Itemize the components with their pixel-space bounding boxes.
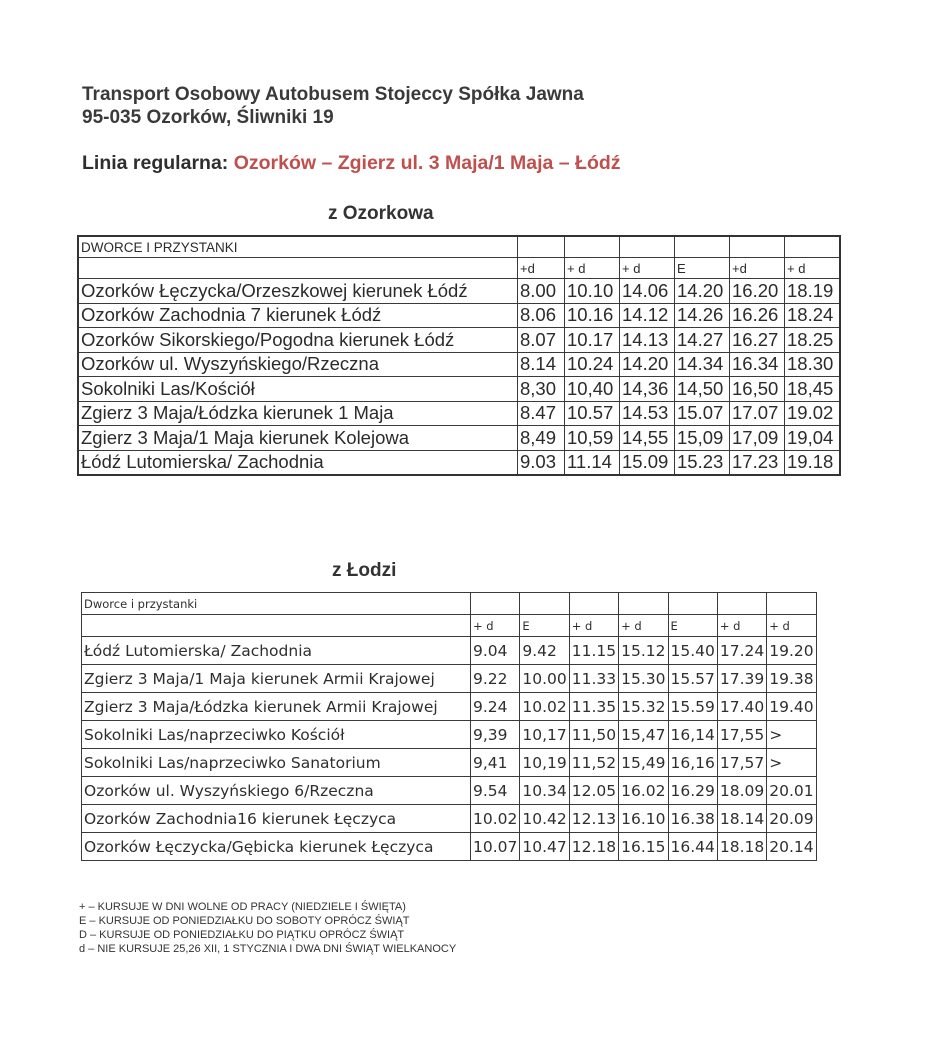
time-cell: 16.44 xyxy=(668,833,717,861)
section-title-from-lodz: z Łodzi xyxy=(332,560,397,581)
time-cell: 14.34 xyxy=(675,352,730,377)
time-cell: 10.47 xyxy=(520,833,569,861)
time-cell: 14.20 xyxy=(620,352,675,377)
time-cell: 9,39 xyxy=(471,721,520,749)
stop-name: Ozorków Sikorskiego/Pogodna kierunek Łódź xyxy=(78,328,518,353)
time-cell: 15.40 xyxy=(668,637,717,665)
flag-cell: +d xyxy=(730,258,785,279)
flag-cell: + d xyxy=(767,615,816,637)
time-cell: 17.23 xyxy=(730,450,785,475)
footnote-e: E – KURSUJE OD PONIEDZIAŁKU DO SOBOTY OPRÓCZ ŚWIĄT xyxy=(79,915,410,927)
table-row xyxy=(78,352,840,377)
time-cell: 14,50 xyxy=(675,377,730,402)
time-cell: 20.01 xyxy=(767,777,816,805)
time-cell: 15,09 xyxy=(675,426,730,451)
time-cell: 14,36 xyxy=(620,377,675,402)
time-cell: 16.20 xyxy=(730,279,785,304)
time-cell: 10.02 xyxy=(471,805,520,833)
time-cell: 20.09 xyxy=(767,805,816,833)
table-row xyxy=(78,401,840,426)
table-row xyxy=(82,721,817,749)
flag-cell: + d xyxy=(569,615,618,637)
stop-name: Ozorków Zachodnia16 kierunek Łęczyca xyxy=(82,805,471,833)
stop-name: Łódź Lutomierska/ Zachodnia xyxy=(78,450,518,475)
time-cell: 18.19 xyxy=(785,279,841,304)
time-cell: 16.10 xyxy=(619,805,668,833)
time-cell: 10.07 xyxy=(471,833,520,861)
company-header xyxy=(82,83,584,129)
flag-cell: E xyxy=(668,615,717,637)
time-cell: 17,09 xyxy=(730,426,785,451)
time-cell: 14.12 xyxy=(620,303,675,328)
time-cell: 14.20 xyxy=(675,279,730,304)
time-cell: 16,50 xyxy=(730,377,785,402)
line-title xyxy=(82,152,621,175)
time-cell: 10.34 xyxy=(520,777,569,805)
time-cell: > xyxy=(767,721,816,749)
time-cell: 19.18 xyxy=(785,450,841,475)
flags-row xyxy=(82,615,817,637)
stop-name: Ozorków Zachodnia 7 kierunek Łódź xyxy=(78,303,518,328)
stop-name: Ozorków Łęczycka/Gębicka kierunek Łęczyca xyxy=(82,833,471,861)
time-cell: 10.24 xyxy=(565,352,620,377)
time-cell: 10.00 xyxy=(520,665,569,693)
flag-cell: + d xyxy=(565,258,620,279)
time-cell: 14.27 xyxy=(675,328,730,353)
section-title-from-ozorkow: z Ozorkowa xyxy=(328,203,434,224)
time-cell: 15.09 xyxy=(620,450,675,475)
line-label: Linia regularna: xyxy=(82,152,234,174)
time-cell: 12.05 xyxy=(569,777,618,805)
time-cell: 9.22 xyxy=(471,665,520,693)
time-cell: 10.10 xyxy=(565,279,620,304)
table-row xyxy=(82,665,817,693)
time-cell: 10,17 xyxy=(520,721,569,749)
flags-row xyxy=(78,258,840,279)
timetable-from-ozorkow xyxy=(77,235,841,476)
time-cell: 19,04 xyxy=(785,426,841,451)
time-cell: > xyxy=(767,749,816,777)
time-cell: 15,47 xyxy=(619,721,668,749)
time-cell: 15.32 xyxy=(619,693,668,721)
time-cell: 15.12 xyxy=(619,637,668,665)
time-cell: 15.23 xyxy=(675,450,730,475)
footnotes-legend xyxy=(79,900,456,956)
time-cell: 17.39 xyxy=(717,665,766,693)
stop-name: Sokolniki Las/naprzeciwko Kościół xyxy=(82,721,471,749)
flag-cell: + d xyxy=(471,615,520,637)
time-cell: 15.59 xyxy=(668,693,717,721)
table-row xyxy=(78,328,840,353)
time-cell: 16,14 xyxy=(668,721,717,749)
time-cell: 17,55 xyxy=(717,721,766,749)
time-cell: 14.06 xyxy=(620,279,675,304)
time-cell: 9,41 xyxy=(471,749,520,777)
time-cell: 18.09 xyxy=(717,777,766,805)
flag-cell: E xyxy=(520,615,569,637)
table-row xyxy=(82,833,817,861)
time-cell: 20.14 xyxy=(767,833,816,861)
stop-name: Ozorków ul. Wyszyńskiego/Rzeczna xyxy=(78,352,518,377)
time-cell: 9.42 xyxy=(520,637,569,665)
time-cell: 11.33 xyxy=(569,665,618,693)
time-cell: 16,16 xyxy=(668,749,717,777)
time-cell: 10,19 xyxy=(520,749,569,777)
time-cell: 8,30 xyxy=(518,377,565,402)
time-cell: 11,50 xyxy=(569,721,618,749)
time-cell: 17,57 xyxy=(717,749,766,777)
time-cell: 15.30 xyxy=(619,665,668,693)
time-cell: 17.24 xyxy=(717,637,766,665)
flag-cell: + d xyxy=(619,615,668,637)
time-cell: 17.40 xyxy=(717,693,766,721)
header-label: DWORCE I PRZYSTANKI xyxy=(78,236,518,258)
time-cell: 18,45 xyxy=(785,377,841,402)
table-header-row xyxy=(78,236,840,258)
stop-name: Ozorków Łęczycka/Orzeszkowej kierunek Łódź xyxy=(78,279,518,304)
time-cell: 15,49 xyxy=(619,749,668,777)
time-cell: 10,59 xyxy=(565,426,620,451)
header-label: Dworce i przystanki xyxy=(82,593,471,615)
stop-name: Ozorków ul. Wyszyńskiego 6/Rzeczna xyxy=(82,777,471,805)
company-name: Transport Osobowy Autobusem Stojeccy Spółka Jawna xyxy=(82,84,584,105)
time-cell: 16.02 xyxy=(619,777,668,805)
time-cell: 8.14 xyxy=(518,352,565,377)
stop-name: Zgierz 3 Maja/1 Maja kierunek Kolejowa xyxy=(78,426,518,451)
table-row xyxy=(82,805,817,833)
time-cell: 17.07 xyxy=(730,401,785,426)
time-cell: 19.40 xyxy=(767,693,816,721)
flag-cell: E xyxy=(675,258,730,279)
time-cell: 18.18 xyxy=(717,833,766,861)
time-cell: 19.02 xyxy=(785,401,841,426)
table-row xyxy=(82,777,817,805)
time-cell: 8.07 xyxy=(518,328,565,353)
time-cell: 14.26 xyxy=(675,303,730,328)
time-cell: 18.30 xyxy=(785,352,841,377)
time-cell: 14.53 xyxy=(620,401,675,426)
time-cell: 10.42 xyxy=(520,805,569,833)
table-row xyxy=(82,749,817,777)
time-cell: 19.38 xyxy=(767,665,816,693)
table-row xyxy=(78,377,840,402)
time-cell: 8.06 xyxy=(518,303,565,328)
table-row xyxy=(78,426,840,451)
time-cell: 9.54 xyxy=(471,777,520,805)
stop-name: Zgierz 3 Maja/1 Maja kierunek Armii Krajowej xyxy=(82,665,471,693)
time-cell: 14,55 xyxy=(620,426,675,451)
time-cell: 10,40 xyxy=(565,377,620,402)
table-row xyxy=(78,279,840,304)
time-cell: 16.34 xyxy=(730,352,785,377)
time-cell: 10.17 xyxy=(565,328,620,353)
flag-cell: + d xyxy=(785,258,841,279)
time-cell: 8.00 xyxy=(518,279,565,304)
time-cell: 16.15 xyxy=(619,833,668,861)
time-cell: 11,52 xyxy=(569,749,618,777)
time-cell: 15.57 xyxy=(668,665,717,693)
time-cell: 11.14 xyxy=(565,450,620,475)
timetable-from-lodz xyxy=(81,592,817,861)
time-cell: 8,49 xyxy=(518,426,565,451)
flag-cell: + d xyxy=(620,258,675,279)
time-cell: 15.07 xyxy=(675,401,730,426)
flag-cell: +d xyxy=(518,258,565,279)
table-row xyxy=(78,303,840,328)
table-row xyxy=(78,450,840,475)
footnote-d-upper: D – KURSUJE OD PONIEDZIAŁKU DO PIĄTKU OPRÓCZ ŚWIĄT xyxy=(79,929,405,941)
time-cell: 9.24 xyxy=(471,693,520,721)
time-cell: 14.13 xyxy=(620,328,675,353)
time-cell: 11.35 xyxy=(569,693,618,721)
time-cell: 9.04 xyxy=(471,637,520,665)
time-cell: 10.02 xyxy=(520,693,569,721)
time-cell: 18.14 xyxy=(717,805,766,833)
table-row xyxy=(82,693,817,721)
time-cell: 11.15 xyxy=(569,637,618,665)
company-address: 95-035 Ozorków, Śliwniki 19 xyxy=(82,107,334,128)
stop-name: Łódź Lutomierska/ Zachodnia xyxy=(82,637,471,665)
footnote-d-lower: d – NIE KURSUJE 25,26 XII, 1 STYCZNIA I DWA DNI ŚWIĄT WIELKANOCY xyxy=(79,943,457,955)
time-cell: 18.24 xyxy=(785,303,841,328)
time-cell: 12.18 xyxy=(569,833,618,861)
time-cell: 16.27 xyxy=(730,328,785,353)
line-route: Ozorków – Zgierz ul. 3 Maja/1 Maja – Łódź xyxy=(233,152,621,174)
time-cell: 16.38 xyxy=(668,805,717,833)
table-row xyxy=(82,637,817,665)
stop-name: Zgierz 3 Maja/Łódzka kierunek 1 Maja xyxy=(78,401,518,426)
time-cell: 9.03 xyxy=(518,450,565,475)
table-header-row xyxy=(82,593,817,615)
stop-name: Sokolniki Las/naprzeciwko Sanatorium xyxy=(82,749,471,777)
time-cell: 19.20 xyxy=(767,637,816,665)
time-cell: 8.47 xyxy=(518,401,565,426)
time-cell: 12.13 xyxy=(569,805,618,833)
time-cell: 10.16 xyxy=(565,303,620,328)
footnote-plus: + – KURSUJE W DNI WOLNE OD PRACY (NIEDZIELE I ŚWIĘTA) xyxy=(79,901,406,913)
time-cell: 18.25 xyxy=(785,328,841,353)
time-cell: 10.57 xyxy=(565,401,620,426)
time-cell: 16.26 xyxy=(730,303,785,328)
flag-cell: + d xyxy=(717,615,766,637)
stop-name: Zgierz 3 Maja/Łódzka kierunek Armii Krajowej xyxy=(82,693,471,721)
stop-name: Sokolniki Las/Kościół xyxy=(78,377,518,402)
time-cell: 16.29 xyxy=(668,777,717,805)
